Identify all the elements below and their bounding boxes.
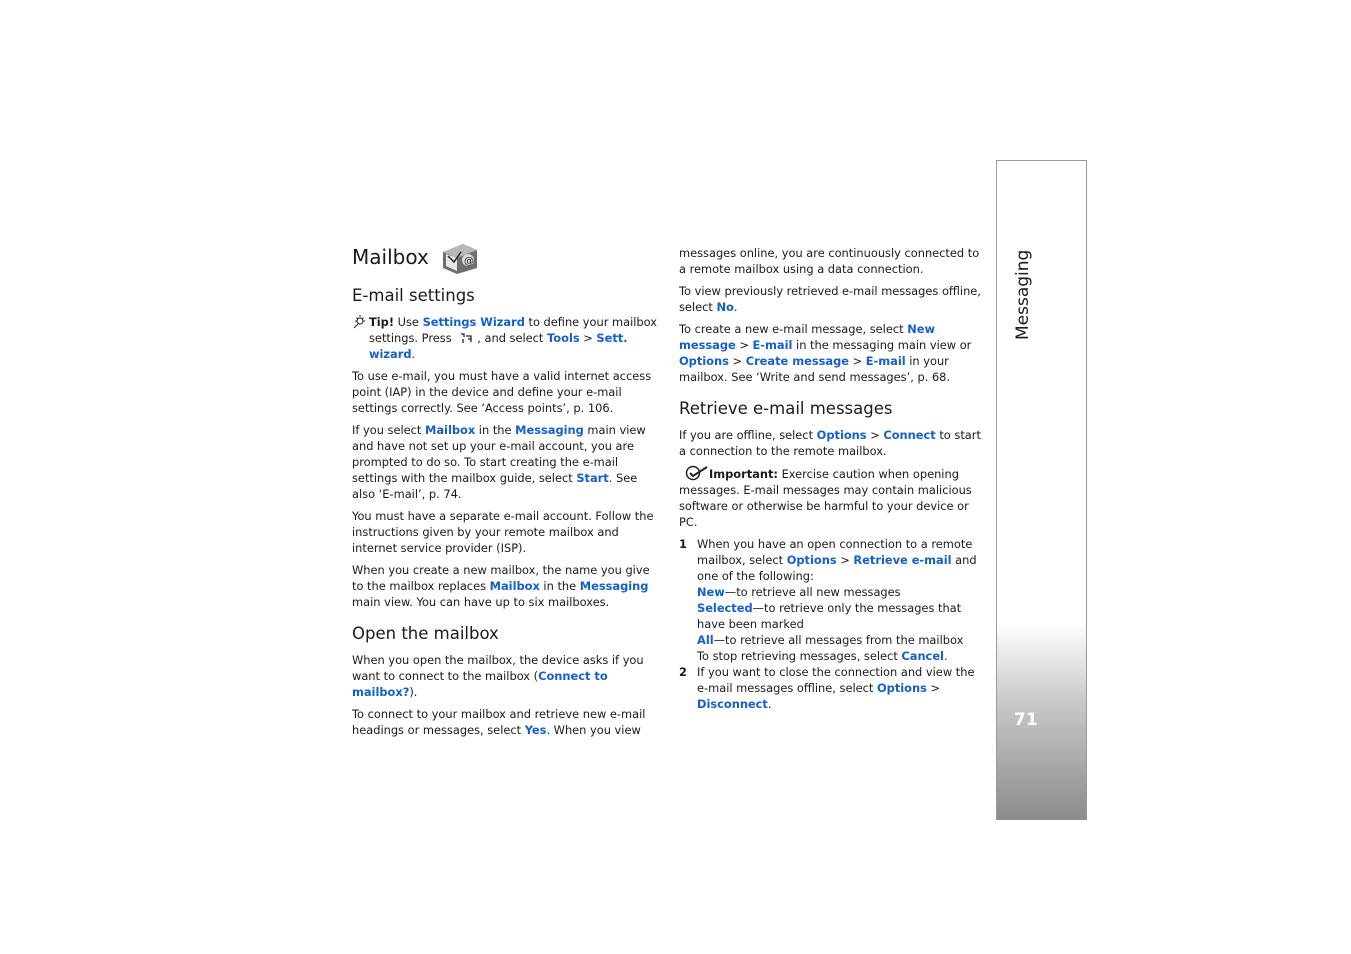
- text: —to retrieve only the messages that have been marked: [697, 601, 962, 631]
- separator: >: [728, 354, 746, 368]
- selected-link[interactable]: Selected: [697, 601, 753, 615]
- menu-key-icon: [459, 332, 473, 344]
- paragraph: [352, 706, 662, 738]
- messaging-link[interactable]: Messaging: [515, 423, 584, 437]
- text: in the: [539, 579, 580, 593]
- tip-text: , and select: [477, 331, 548, 345]
- step-1: [679, 536, 989, 664]
- email-settings-heading: E-mail settings: [352, 286, 475, 305]
- cancel-link[interactable]: Cancel: [901, 649, 944, 663]
- separator: >: [579, 331, 597, 345]
- text: .: [767, 697, 772, 711]
- text: To create a new e-mail message, select: [679, 322, 908, 336]
- text: .: [943, 649, 948, 663]
- page-number: 71: [1014, 710, 1038, 730]
- separator: >: [836, 553, 854, 567]
- page-title-text: Mailbox: [352, 245, 429, 269]
- tip-label: Tip!: [369, 315, 395, 329]
- paragraph: messages online, you are continuously connected to a remote mailbox using a data connection.: [679, 246, 980, 276]
- tools-link[interactable]: Tools: [547, 331, 580, 345]
- option-new: [697, 584, 989, 600]
- text: main view and have not set up your e-mail account, you are prompted to do so. To start creating the e-mail settings with the mailbox guide, select: [352, 423, 646, 485]
- text: To view previously retrieved e-mail messages offline, select: [679, 284, 981, 314]
- tip-text: .: [411, 347, 416, 361]
- mailbox-link[interactable]: Mailbox: [425, 423, 476, 437]
- all-link[interactable]: All: [697, 633, 714, 647]
- text: in the: [475, 423, 516, 437]
- svg-text:@: @: [463, 256, 474, 267]
- connect-link[interactable]: Connect: [883, 428, 936, 442]
- paragraph: [352, 652, 662, 700]
- text: When you have an open connection to a remote mailbox, select: [697, 537, 973, 567]
- separator: >: [848, 354, 866, 368]
- text: If you select: [352, 423, 426, 437]
- options-link[interactable]: Options: [876, 681, 927, 695]
- paragraph: [352, 422, 662, 502]
- text: . See also ‘E-mail’, p. 74.: [352, 471, 638, 501]
- right-column: [679, 245, 989, 712]
- start-link[interactable]: Start: [576, 471, 609, 485]
- text: When you create a new mailbox, the name you give to the mailbox replaces: [352, 563, 650, 593]
- email-link[interactable]: E-mail: [865, 354, 906, 368]
- option-selected: [697, 600, 989, 632]
- separator: >: [735, 338, 753, 352]
- separator: >: [926, 681, 941, 695]
- text: main view. You can have up to six mailboxes.: [352, 595, 610, 609]
- tip-text: Use: [394, 315, 423, 329]
- retrieve-email-link[interactable]: Retrieve e-mail: [853, 553, 952, 567]
- text: If you are offline, select: [679, 428, 817, 442]
- page-title: [352, 240, 662, 274]
- step-text: [697, 664, 989, 712]
- separator: >: [866, 428, 884, 442]
- step-number: 1: [679, 537, 687, 551]
- no-link[interactable]: No: [716, 300, 734, 314]
- options-link[interactable]: Options: [679, 354, 729, 368]
- text: To connect to your mailbox and retrieve new e-mail headings or messages, select: [352, 707, 646, 737]
- paragraph: [679, 321, 989, 385]
- paragraph: [352, 562, 662, 610]
- paragraph: To use e-mail, you must have a valid internet access point (IAP) in the device and define your e-mail settings correctly. See ‘Access points’, p. 106.: [352, 369, 652, 415]
- step-text: [697, 536, 989, 584]
- text: To stop retrieving messages, select: [697, 649, 902, 663]
- text: . When you view: [546, 723, 641, 737]
- text: ).: [409, 685, 418, 699]
- options-link[interactable]: Options: [816, 428, 867, 442]
- paragraph: You must have a separate e-mail account. Follow the instructions given by your remote mailbox and internet service provider (ISP).: [352, 509, 654, 555]
- tip-paragraph: [352, 314, 662, 362]
- text: to start a connection to the remote mailbox.: [679, 428, 981, 458]
- new-link[interactable]: New: [697, 585, 725, 599]
- text: If you want to close the connection and view the e-mail messages offline, select: [697, 665, 975, 695]
- settings-wizard-link[interactable]: Settings Wizard: [422, 315, 525, 329]
- left-column: [352, 240, 662, 738]
- retrieve-heading: Retrieve e-mail messages: [679, 399, 893, 418]
- text: Exercise caution when opening messages. E-mail messages may contain malicious software or otherwise be harmful to your device or PC.: [679, 467, 972, 529]
- paragraph: [679, 283, 989, 315]
- step-number: 2: [679, 665, 687, 679]
- text: .: [733, 300, 738, 314]
- stop-retrieving: [697, 648, 989, 664]
- text: —to retrieve all new messages: [724, 585, 901, 599]
- yes-link[interactable]: Yes: [524, 723, 547, 737]
- create-message-link[interactable]: Create message: [745, 354, 849, 368]
- text: in the messaging main view or: [792, 338, 972, 352]
- important-note: [679, 465, 989, 530]
- open-mailbox-heading: Open the mailbox: [352, 624, 499, 643]
- step-2: [679, 664, 989, 712]
- mailbox-icon: [437, 240, 481, 274]
- connect-to-mailbox-link[interactable]: Connect to mailbox?: [352, 669, 608, 699]
- text: —to retrieve all messages from the mailbox: [713, 633, 964, 647]
- important-icon: [683, 465, 709, 481]
- tip-text: to define your mailbox settings. Press: [369, 315, 658, 345]
- text: When you open the mailbox, the device asks if you want to connect to the mailbox (: [352, 653, 644, 683]
- mailbox-link[interactable]: Mailbox: [489, 579, 540, 593]
- disconnect-link[interactable]: Disconnect: [697, 697, 768, 711]
- tip-bulb-icon: [352, 315, 366, 329]
- email-link[interactable]: E-mail: [752, 338, 793, 352]
- messaging-link[interactable]: Messaging: [579, 579, 649, 593]
- option-all: [697, 632, 989, 648]
- new-message-link[interactable]: New message: [679, 322, 935, 352]
- important-label: Important:: [709, 467, 778, 481]
- text: and one of the following:: [697, 553, 977, 583]
- text: in your mailbox. See ‘Write and send messages’, p. 68.: [679, 354, 951, 384]
- paragraph: [679, 427, 989, 459]
- sett-wizard-link[interactable]: Sett. wizard: [369, 331, 628, 361]
- section-title: Messaging: [1013, 249, 1033, 340]
- options-link[interactable]: Options: [786, 553, 837, 567]
